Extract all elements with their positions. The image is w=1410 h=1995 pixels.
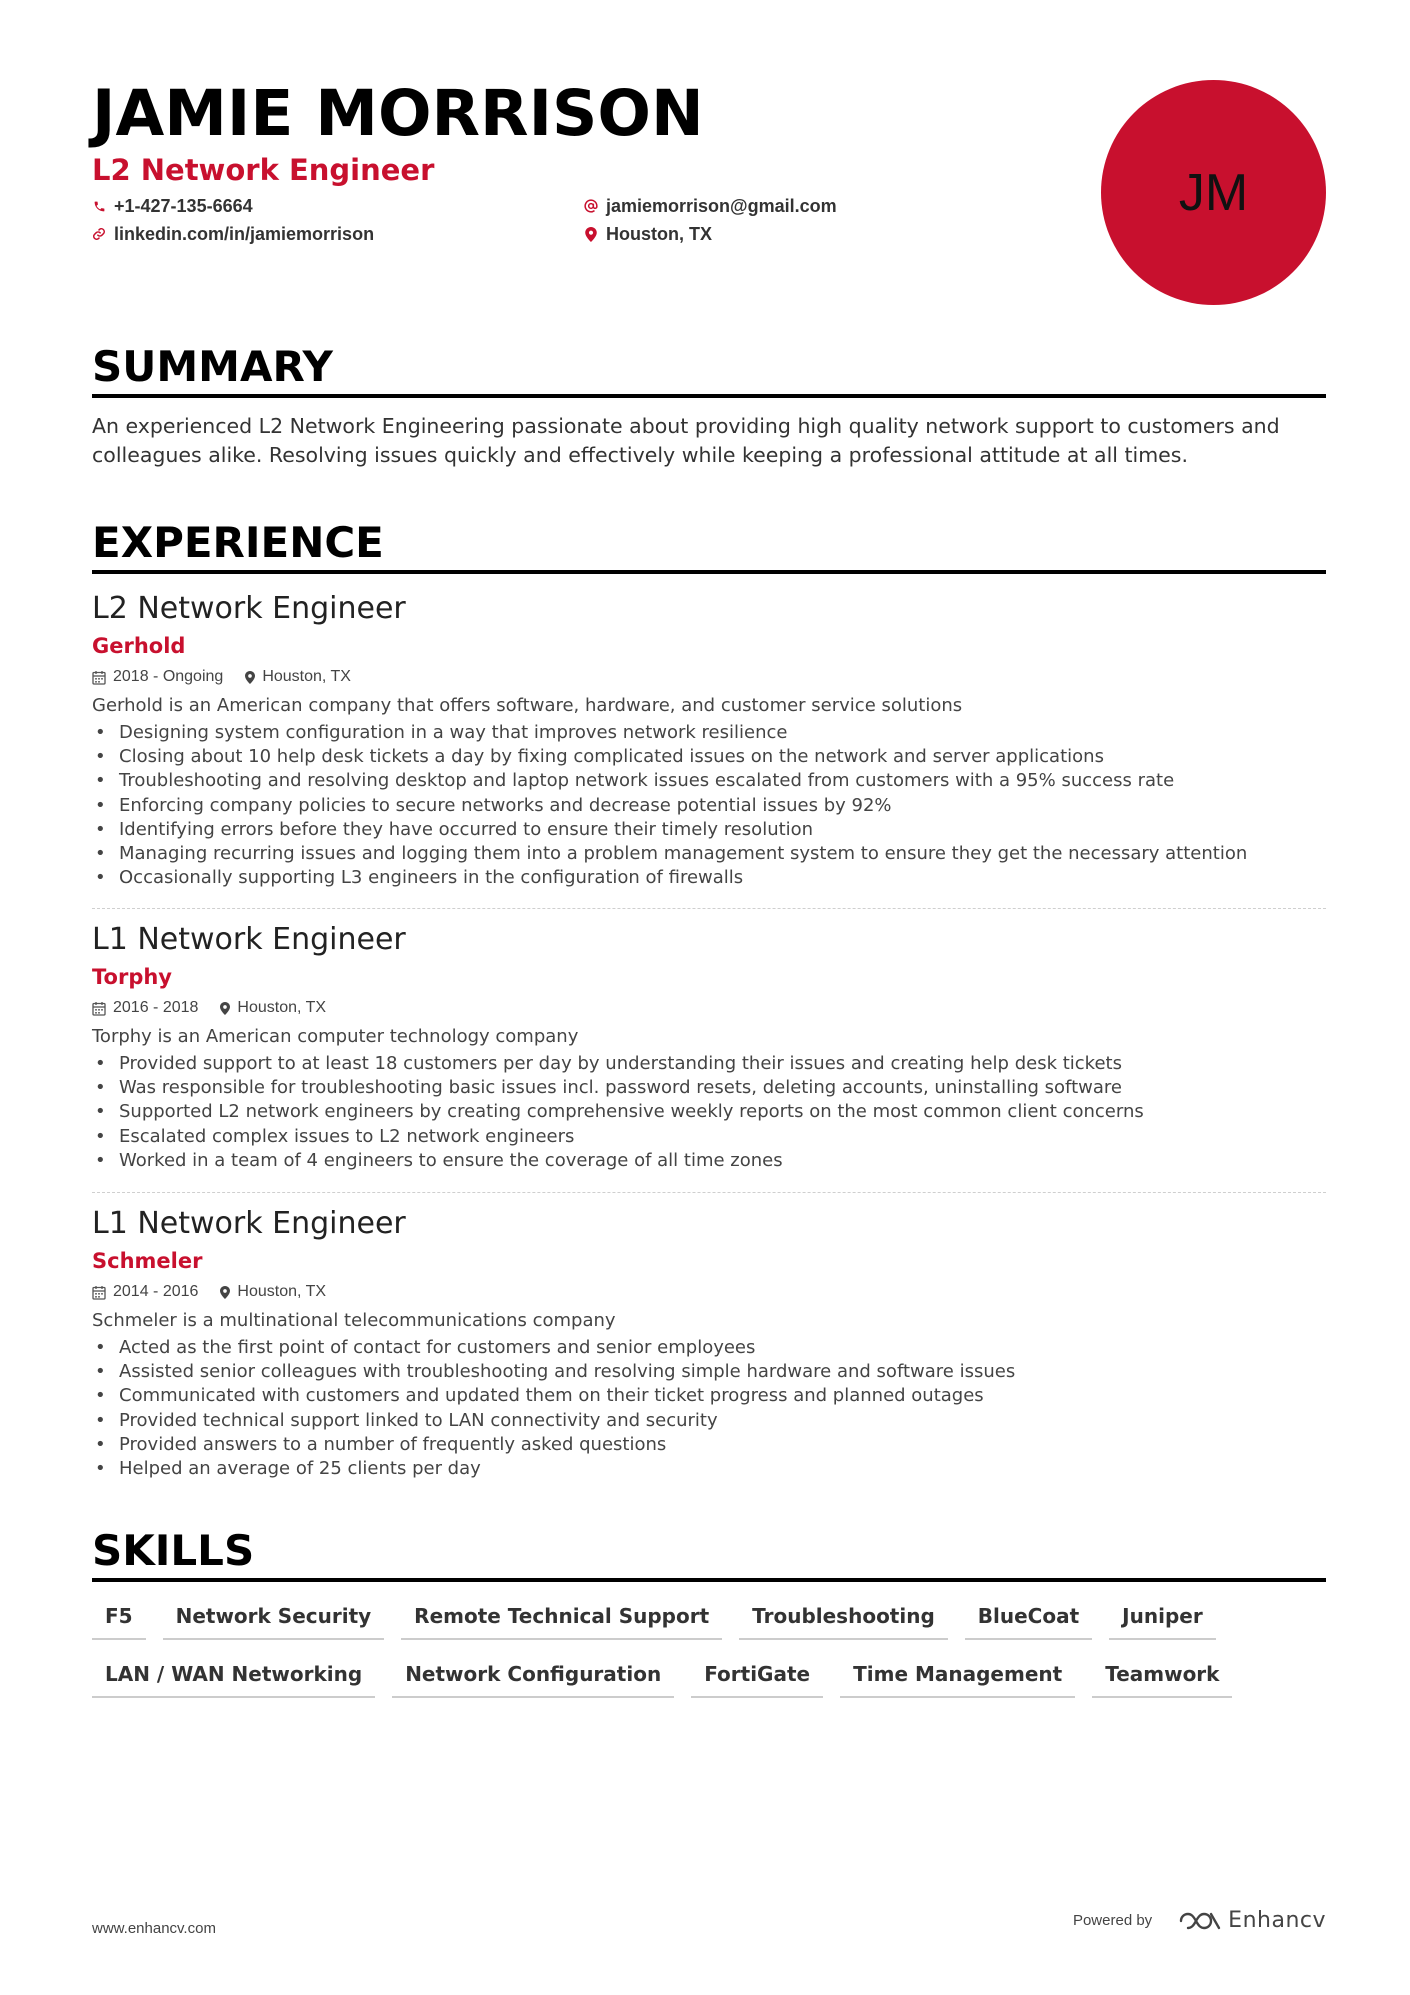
skill-tag: Juniper [1109,1602,1216,1640]
job-meta [92,1281,1326,1303]
skills-row [92,1602,1326,1640]
list-item: • Identifying errors before they have occurred to ensure their timely resolution [92,818,1326,842]
list-item: • Was responsible for troubleshooting basic issues incl. password resets, deleting accounts, uninstalling software [92,1076,1326,1100]
list-item: • Helped an average of 25 clients per day [92,1457,1326,1481]
contact-location [584,222,712,246]
job-dates: 2018 - Ongoing [92,666,223,688]
skills-heading: SKILLS [92,1526,1326,1582]
skill-tag: FortiGate [691,1660,823,1698]
summary-heading: SUMMARY [92,342,1326,398]
resume-header [92,74,1326,314]
job-title: L1 Network Engineer [92,922,406,957]
location-text: Houston, TX [606,224,712,244]
skill-tag: Network Security [163,1602,385,1640]
divider [92,1192,1326,1193]
list-item: • Designing system configuration in a way that improves network resilience [92,721,1326,745]
skill-tag: LAN / WAN Networking [92,1660,375,1698]
company-description: Schmeler is a multinational telecommunications company [92,1310,616,1331]
list-item: • Acted as the first point of contact for customers and senior employees [92,1336,1326,1360]
company-name: Gerhold [92,634,186,658]
powered-by-label: Powered by [1072,1912,1153,1929]
job-dates: 2016 - 2018 [92,997,198,1019]
skills-row [92,1660,1326,1698]
list-item: • Occasionally supporting L3 engineers in the configuration of firewalls [92,866,1326,890]
skill-tag: Remote Technical Support [401,1602,722,1640]
phone-icon [92,198,106,214]
list-item: • Worked in a team of 4 engineers to ensure the coverage of all time zones [92,1149,1326,1173]
calendar-icon [92,670,106,685]
list-item: • Managing recurring issues and logging them into a problem management system to ensure they get the necessary attention [92,842,1326,866]
location-pin-icon [584,226,598,242]
skill-tag: Troubleshooting [739,1602,948,1640]
calendar-icon [92,1001,106,1016]
list-item: • Communicated with customers and updated them on their ticket progress and planned outages [92,1384,1326,1408]
location-pin-icon [220,1286,230,1299]
skills-list [92,1602,1326,1698]
link-icon [92,226,106,242]
list-item: • Supported L2 network engineers by creating comprehensive weekly reports on the most common client concerns [92,1100,1326,1124]
avatar [1101,80,1326,305]
list-item: • Provided support to at least 18 customers per day by understanding their issues and creating help desk tickets [92,1052,1326,1076]
skill-tag: Network Configuration [392,1660,674,1698]
email-icon [584,198,598,214]
brand-name: Enhancv [1228,1908,1326,1933]
location-pin-icon [220,1002,230,1015]
achievement-list [92,1052,1326,1173]
skill-tag: F5 [92,1602,146,1640]
job-title: L1 Network Engineer [92,1206,406,1241]
experience-item [92,920,1326,1173]
experience-item [92,589,1326,890]
candidate-name: JAMIE MORRISON [92,77,704,150]
avatar-initials: JM [1178,163,1249,222]
list-item: • Provided answers to a number of frequently asked questions [92,1433,1326,1457]
contact-linkedin[interactable] [92,222,374,246]
achievement-list [92,1336,1326,1481]
list-item: • Enforcing company policies to secure networks and decrease potential issues by 92% [92,794,1326,818]
location-pin-icon [245,671,255,684]
linkedin-text: linkedin.com/in/jamiemorrison [114,224,375,244]
experience-heading: EXPERIENCE [92,518,1326,574]
list-item: • Closing about 10 help desk tickets a day by fixing complicated issues on the network and server applications [92,745,1326,769]
resume-page [92,0,1326,1995]
skill-tag: Time Management [840,1660,1075,1698]
job-meta [92,997,1326,1019]
company-name: Torphy [92,965,172,989]
job-title: L2 Network Engineer [92,591,406,626]
company-description: Gerhold is an American company that offers software, hardware, and customer service solutions [92,695,963,716]
skill-tag: Teamwork [1092,1660,1232,1698]
company-description: Torphy is an American computer technology company [92,1026,579,1047]
email-text: jamiemorrison@gmail.com [606,196,837,216]
contact-email[interactable] [584,194,837,218]
contact-phone[interactable] [92,194,253,218]
summary-text: An experienced L2 Network Engineering passionate about providing high quality network support to customers and colleagues alike. Resolving issues quickly and effectively while keeping a professional attitude at all times. [92,414,1280,467]
company-name: Schmeler [92,1249,203,1273]
skill-tag: BlueCoat [965,1602,1092,1640]
footer-website-link[interactable]: www.enhancv.com [92,1920,216,1937]
divider [92,908,1326,909]
phone-text: +1-427-135-6664 [114,196,253,216]
experience-item [92,1204,1326,1481]
list-item: • Escalated complex issues to L2 network engineers [92,1125,1326,1149]
job-location: Houston, TX [245,666,351,688]
calendar-icon [92,1285,106,1300]
job-meta [92,666,1326,688]
job-location: Houston, TX [220,1281,326,1303]
candidate-title: L2 Network Engineer [92,153,435,187]
job-location: Houston, TX [220,997,326,1019]
enhancv-logo-icon [1178,1910,1222,1932]
enhancv-logo [1178,1908,1326,1933]
list-item: • Assisted senior colleagues with troubleshooting and resolving simple hardware and software issues [92,1360,1326,1384]
job-dates: 2014 - 2016 [92,1281,198,1303]
list-item: • Provided technical support linked to LAN connectivity and security [92,1409,1326,1433]
achievement-list [92,721,1326,890]
footer-branding[interactable] [1073,1908,1326,1933]
list-item: • Troubleshooting and resolving desktop and laptop network issues escalated from customers with a 95% success rate [92,769,1326,793]
